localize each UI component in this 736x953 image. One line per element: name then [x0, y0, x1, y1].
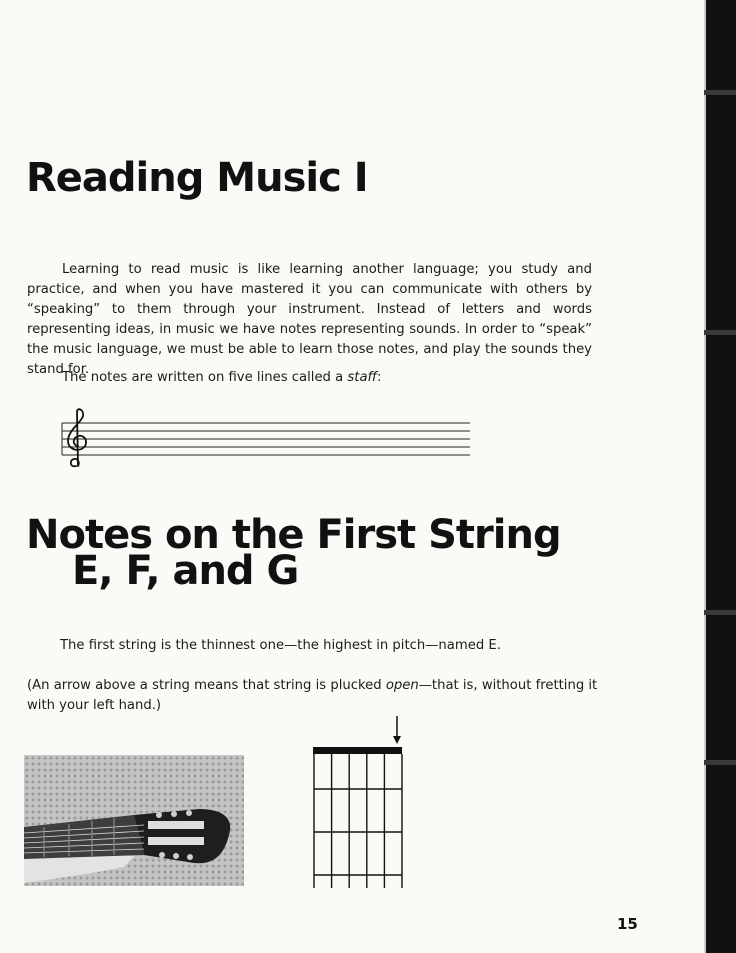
page-binding-edge: [704, 0, 736, 953]
open-string-paragraph: [27, 676, 607, 716]
open-string-text-after: —that is, without fretting it with your left hand.): [27, 678, 598, 713]
intro-paragraph: [27, 260, 592, 380]
staff-sentence-text: The notes are written on five lines called a: [62, 370, 344, 385]
staff-colon: :: [377, 370, 382, 385]
guitar-neck-photo: [24, 755, 244, 886]
section-title-reading-music: Reading Music I: [26, 155, 368, 201]
fretboard-diagram: [300, 712, 412, 892]
music-staff: [60, 408, 475, 474]
staff-term: staff: [347, 370, 378, 385]
guitar-neck-drawing: [24, 755, 244, 886]
section-title-notes-line1: Notes on the First String: [26, 512, 561, 558]
intro-paragraph-text: Learning to read music is like learning another language; you study and practice, and when you have mastered it you can communicate with others by “speaking” to them through your instrument. Instead of letters and words representing ideas, in music we have notes representing sounds. In order to “speak” the music language, we must be able to learn those notes, and play the sounds they stand for.: [27, 262, 592, 377]
open-string-text-before: (An arrow above a string means that string is plucked: [27, 678, 386, 693]
page-number: 15: [617, 915, 638, 933]
first-string-paragraph: [60, 636, 580, 656]
treble-clef-icon: [68, 409, 86, 466]
section-title-notes-line2: E, F, and G: [72, 548, 299, 594]
down-arrow-icon: [393, 716, 401, 744]
first-string-text: The first string is the thinnest one—the highest in pitch—named E.: [60, 638, 501, 653]
staff-sentence: [62, 368, 562, 388]
open-term: open: [385, 678, 419, 693]
